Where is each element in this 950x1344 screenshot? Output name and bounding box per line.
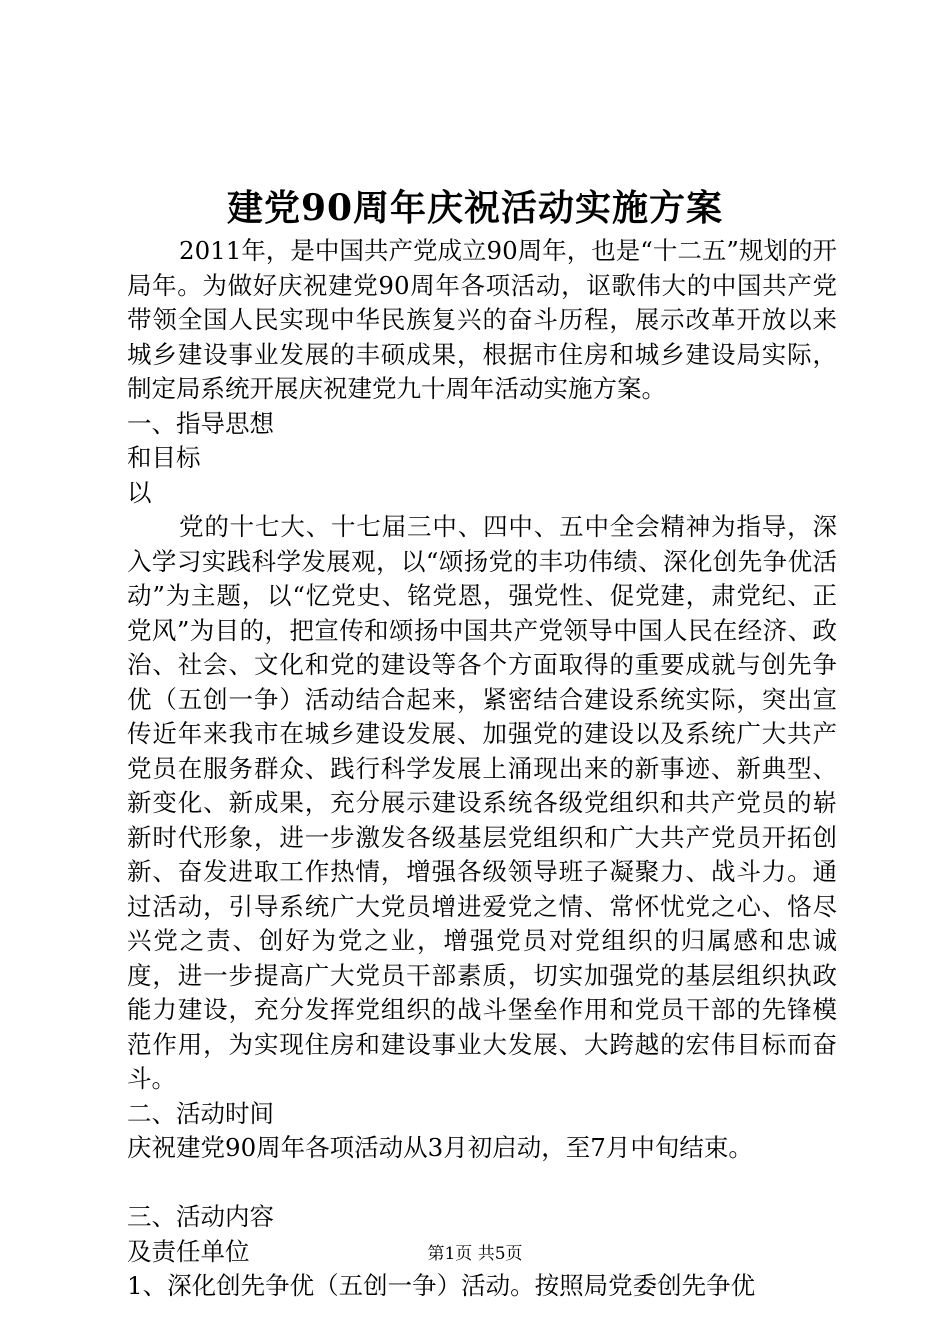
activity-time-paragraph: 庆祝建党90周年各项活动从3月初启动，至7月中旬结束。 xyxy=(127,1133,753,1162)
paragraph-fragment: 以 xyxy=(127,477,152,507)
document-body xyxy=(127,234,837,1304)
section-heading-3-continued: 及责任单位 xyxy=(127,1236,250,1266)
section-heading-3: 三、活动内容 xyxy=(127,1202,274,1231)
activity-item-1: 1、深化创先争优（五创一争）活动。按照局党委创先争优 xyxy=(127,1271,756,1300)
section-heading-2: 二、活动时间 xyxy=(127,1098,274,1128)
guiding-thought-paragraph: 党的十七大、十七届三中、四中、五中全会精神为指导，深入学习实践科学发展观，以“颂扬党的丰功伟绩、深化创先争优活动”为主题，以“忆党史、铭党恩，强党性、促党建，肃党纪、正党风”为目的，把宣传和颂扬中国共产党领导中国人民在经济、政治、社会、文化和党的建设等各个方面取得的重要成就与创先争优（五创一争）活动结合起来，紧密结合建设系统实际，突出宣传近年来我市在城乡建设发展、加强党的建设以及系统广大共产党员在服务群众、践行科学发展上涌现出来的新事迹、新典型、新变化、新成果，充分展示建设系统各级党组织和共产党员的崭新时代形象，进一步激发各级基层党组织和广大共产党员开拓创新、奋发进取工作热情，增强各级领导班子凝聚力、战斗力。通过活动，引导系统广大党员增进爱党之情、常怀忧党之心、恪尽兴党之责、创好为党之业，增强党员对党组织的归属感和忠诚度，进一步提高广大党员干部素质，切实加强党的基层组织执政能力建设，充分发挥党组织的战斗堡垒作用和党员干部的先锋模范作用，为实现住房和建设事业大发展、大跨越的宏伟目标而奋斗。 xyxy=(127,512,837,1093)
intro-paragraph: 2011年，是中国共产党成立90周年，也是“十二五”规划的开局年。为做好庆祝建党90周年各项活动，讴歌伟大的中国共产党带领全国人民实现中华民族复兴的奋斗历程，展示改革开放以来城乡建设事业发展的丰硕成果，根据市住房和城乡建设局实际，制定局系统开展庆祝建党九十周年活动实施方案。 xyxy=(127,236,837,403)
section-heading-1: 一、指导思想 xyxy=(127,408,274,438)
blank-line xyxy=(127,1166,837,1201)
document-title: 建党90周年庆祝活动实施方案 xyxy=(226,187,724,229)
page-indicator: 第1页 共5页 xyxy=(427,1244,523,1264)
section-heading-1-continued: 和目标 xyxy=(127,443,201,472)
